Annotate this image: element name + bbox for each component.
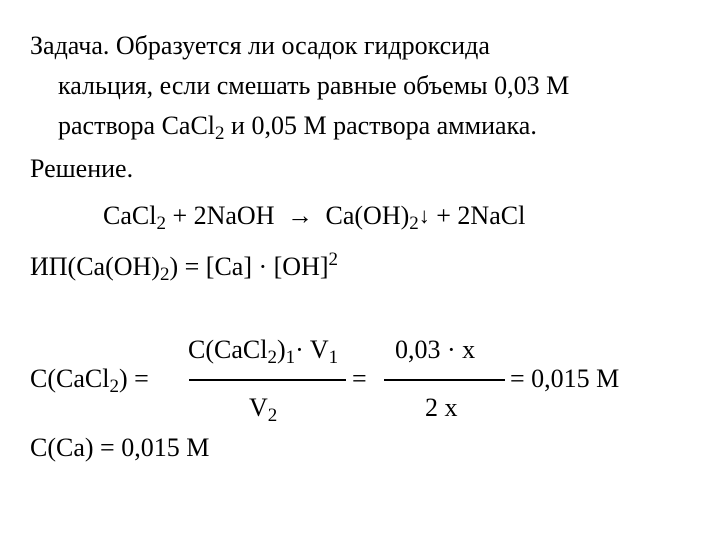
num1-mid: ) [276,335,286,364]
num1-post: · V [295,335,329,364]
product-1-sub: 2 [409,213,419,234]
reaction-plus-1: + 2NaOH [165,201,281,230]
calc-result: = 0,015 М [510,364,620,393]
fraction-1-denominator [249,393,278,426]
lhs-post: ) = [118,364,149,393]
num1-sub-2: 1 [285,347,296,368]
problem-text-3-pre: раствора CaCl [58,111,216,140]
ion-product-mid: ) = [Ca] · [OH] [169,252,329,281]
ion-product-sup: 2 [328,249,339,270]
lhs-pre: C(CaCl [30,364,110,393]
equals-sign: = [352,364,367,393]
reactant-1-sub: 2 [156,213,166,234]
fraction-2-bar [384,379,505,381]
ion-product-pre: ИП(Ca(OH) [30,252,160,281]
final-answer [30,435,209,461]
problem-text-3-post: и 0,05 М раствора аммиака. [224,111,537,140]
problem-line-3 [58,111,537,144]
den1-pre: V [249,393,268,422]
problem-text-3-sub: 2 [215,123,225,144]
fraction-1-numerator [188,335,339,368]
problem-text-2: кальция, если смешать равные объемы 0,03 М [58,71,570,100]
reaction-equation [103,201,526,234]
fraction-2-denominator: 2 x [425,393,458,422]
precipitate-arrow-icon: ↓ [418,203,430,228]
concentration-lhs [30,364,149,397]
num1-sub: 2 [267,347,277,368]
ion-product-sub: 2 [159,264,170,285]
fraction-1-bar [189,379,346,381]
num1-sub-3: 1 [328,347,339,368]
solution-label-text: Решение. [30,154,134,183]
problem-line-1 [30,33,490,59]
problem-text-1: Задача. Образуется ли осадок гидроксида [30,31,490,60]
lhs-sub: 2 [109,376,119,397]
ion-product-equation [30,249,339,285]
reaction-arrow-icon: → [287,201,313,230]
den1-sub: 2 [267,405,278,426]
solution-label [30,156,133,182]
product-1: Ca(OH) [319,201,410,230]
problem-line-2 [58,73,569,99]
final-answer-text: C(Ca) = 0,015 М [30,433,210,462]
fraction-2-numerator: 0,03 · x [395,335,476,364]
num1-pre: C(CaCl [188,335,268,364]
reaction-plus-2: + 2NaCl [429,201,526,230]
reactant-1: CaCl [103,201,157,230]
